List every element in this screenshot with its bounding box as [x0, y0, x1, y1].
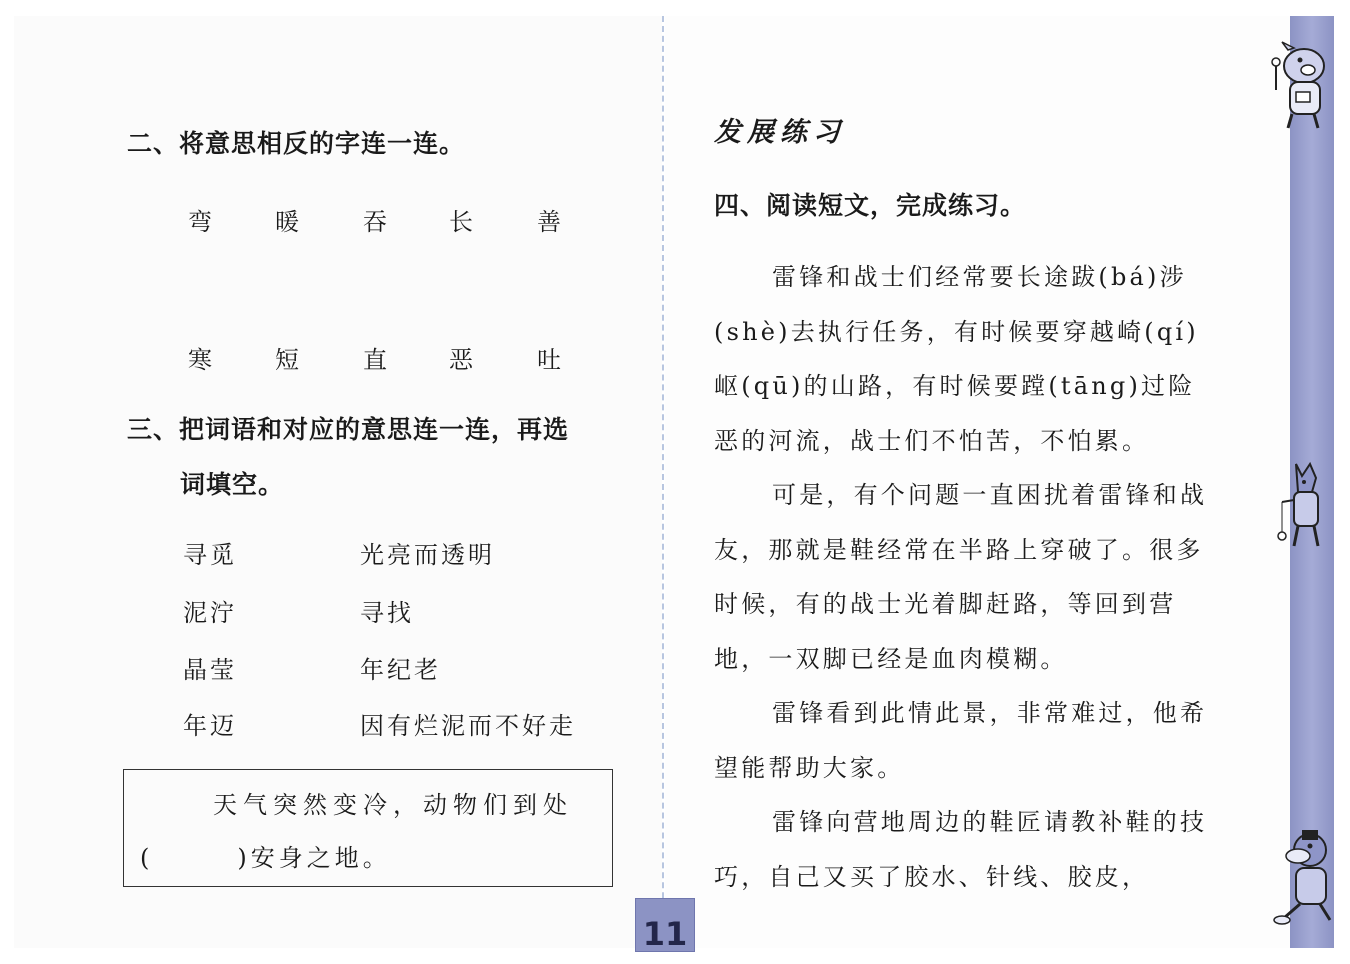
char-bottom-1[interactable]: 寒: [188, 346, 212, 374]
practice-section-title: 发展练习: [714, 117, 846, 148]
pig-mascot-icon: [1266, 40, 1336, 132]
fill-sentence-line2[interactable]: ( )安身之地。: [140, 844, 391, 872]
wolf-yoyo-mascot-icon: [1272, 458, 1336, 550]
section4-title: 四、阅读短文，完成练习。: [714, 191, 1027, 220]
paragraph-2: 可是，有个问题一直困扰着雷锋和战友，那就是鞋经常在半路上穿破了。很多时候，有的战士光着脚赶路，等回到营地，一双脚已经是血肉模糊。: [714, 481, 1208, 673]
meaning-1[interactable]: 光亮而透明: [360, 541, 495, 569]
word-2[interactable]: 泥泞: [183, 599, 237, 627]
word-1[interactable]: 寻觅: [183, 541, 237, 569]
char-top-3[interactable]: 吞: [363, 208, 387, 236]
page-fold: [662, 16, 667, 948]
page-number: 11: [635, 898, 695, 952]
section2-title: 二、将意思相反的字连一连。: [127, 129, 466, 158]
meaning-3[interactable]: 年纪老: [360, 656, 441, 684]
paragraph-4: 雷锋向营地周边的鞋匠请教补鞋的技巧，自己又买了胶水、针线、胶皮，: [714, 808, 1208, 891]
char-top-5[interactable]: 善: [537, 208, 561, 236]
fill-sentence-line1: 天气突然变冷，动物们到处: [213, 791, 573, 819]
char-bottom-5[interactable]: 吐: [537, 346, 561, 374]
char-top-4[interactable]: 长: [449, 208, 473, 236]
paragraph-3: 雷锋看到此情此景，非常难过，他希望能帮助大家。: [714, 699, 1208, 782]
paragraph-1: 雷锋和战士们经常要长途跋(bá)涉(shè)去执行任务，有时候要穿越崎(qí)岖(qū)的山路，有时候要蹚(tāng)过险恶的河流，战士们不怕苦，不怕累。: [714, 263, 1199, 455]
char-top-2[interactable]: 暖: [275, 208, 299, 236]
char-bottom-2[interactable]: 短: [275, 346, 299, 374]
word-4[interactable]: 年迈: [183, 712, 237, 740]
char-bottom-3[interactable]: 直: [363, 346, 387, 374]
section3-title-line1: 三、把词语和对应的意思连一连，再选: [127, 415, 570, 444]
dog-mascot-icon: [1270, 826, 1338, 926]
char-top-1[interactable]: 弯: [188, 208, 212, 236]
meaning-4[interactable]: 因有烂泥而不好走: [360, 712, 576, 740]
meaning-2[interactable]: 寻找: [360, 599, 414, 627]
reading-passage: [714, 250, 1210, 904]
word-3[interactable]: 晶莹: [183, 656, 237, 684]
char-bottom-4[interactable]: 恶: [449, 346, 473, 374]
section3-title-line2: 词填空。: [180, 470, 285, 499]
